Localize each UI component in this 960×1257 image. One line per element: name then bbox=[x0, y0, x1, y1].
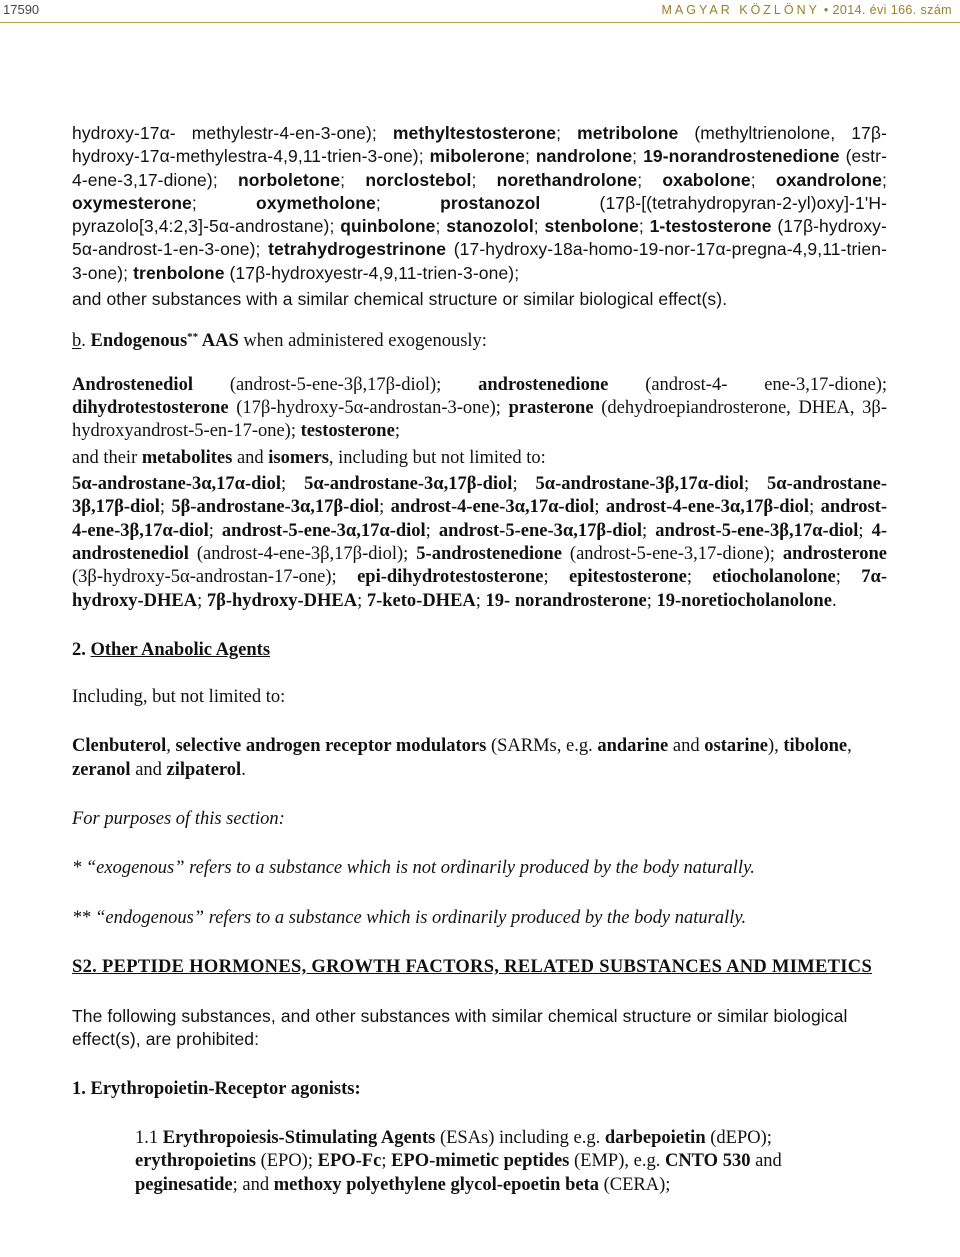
substance-name: 5-androstenedione bbox=[416, 543, 562, 564]
substance-name: dihydrotestosterone bbox=[72, 398, 229, 419]
substance-name: prasterone bbox=[508, 398, 594, 419]
substance-name: methoxy polyethylene glycol-epoetin beta bbox=[273, 1174, 599, 1195]
substance-name: methyltestosterone bbox=[392, 123, 557, 143]
text-run: ; bbox=[512, 474, 536, 495]
substance-name: 7-keto-DHEA bbox=[366, 590, 476, 611]
other-anabolic-agents-list bbox=[72, 735, 887, 782]
substance-name: etiocholanolone bbox=[712, 567, 836, 588]
text-run: (17β-hydroxyestr-4,9,11-trien-3-one); bbox=[224, 262, 520, 283]
text-run: ; bbox=[357, 590, 367, 611]
text-run: and bbox=[232, 447, 269, 468]
text-run: ; bbox=[637, 169, 663, 190]
issue-label: 2014. évi 166. szám bbox=[832, 3, 952, 17]
text-run: (dehydroepiandrosterone, DHEA, 3β-hydroxyandrost-5-en-17-one); bbox=[72, 398, 887, 442]
substance-name: 5α-androstane-3α,17α-diol bbox=[72, 474, 281, 495]
substance-name: oxymetholone bbox=[256, 192, 376, 213]
endogenous-aas-paragraph bbox=[72, 374, 887, 444]
epo-agonists-heading: 1. Erythropoietin-Receptor agonists: bbox=[72, 1078, 361, 1099]
substance-name: oxymesterone bbox=[72, 192, 192, 213]
substance-name: 7α-hydroxy-DHEA bbox=[72, 567, 888, 611]
text-run: ; bbox=[750, 169, 776, 190]
text-run: (17β-hydroxy-5α-androst-1-en-3-one); bbox=[72, 216, 887, 260]
substance-name: 19-noretiocholanolone bbox=[656, 590, 832, 611]
journal-name: MAGYAR KÖZLÖNY bbox=[661, 3, 820, 17]
text-run: (androst-5-ene-3β,17β-diol); bbox=[192, 374, 479, 395]
substance-name: 5α-androstane-3β,17α-diol bbox=[535, 474, 744, 495]
substance-name: androst-4-ene-3α,17α-diol bbox=[390, 497, 595, 518]
metabolites-list-paragraph bbox=[72, 473, 887, 613]
text-run: 1.1 bbox=[135, 1128, 163, 1149]
text-run: ; bbox=[858, 520, 872, 541]
purposes-note: For purposes of this section: bbox=[72, 808, 285, 829]
text-run: when administered exogenously: bbox=[238, 331, 487, 352]
section-2-heading bbox=[72, 639, 887, 662]
text-run: ; bbox=[743, 474, 768, 495]
including-line: Including, but not limited to: bbox=[72, 687, 286, 708]
text-run: ; and bbox=[232, 1174, 274, 1195]
text-run: ; bbox=[882, 169, 887, 190]
text-run: and bbox=[750, 1151, 782, 1172]
text-run: . bbox=[831, 590, 837, 611]
text-run: ; bbox=[379, 497, 391, 518]
substance-name: 5β-androstane-3α,17β-diol bbox=[171, 497, 380, 518]
text-run: ; bbox=[835, 567, 862, 588]
substance-name: quinbolone bbox=[340, 216, 436, 237]
text-run: ; bbox=[646, 590, 657, 611]
text-run: ; bbox=[191, 192, 257, 213]
substance-name: darbepoietin bbox=[604, 1128, 706, 1149]
substance-name: zeranol bbox=[72, 759, 131, 780]
text-run: (SARMs, e.g. bbox=[486, 736, 598, 757]
substance-name: Androstenediol bbox=[72, 374, 193, 395]
text-run: ; bbox=[686, 567, 713, 588]
text-run: ; bbox=[375, 192, 441, 213]
substance-name: tibolone bbox=[783, 736, 848, 757]
text-run: ), bbox=[767, 736, 784, 757]
substance-name: androstenedione bbox=[478, 374, 609, 395]
text-run: ; bbox=[543, 567, 569, 588]
page-body bbox=[72, 122, 887, 1197]
substance-name: oxandrolone bbox=[775, 169, 883, 190]
text-run: (methyltrienolone, 17β-hydroxy-17α-methylestra-4,9,11-trien-3-one); bbox=[72, 123, 887, 167]
substance-name: stanozolol bbox=[446, 216, 534, 237]
esa-item bbox=[135, 1127, 887, 1197]
text-run: (androst-4-ene-3β,17β-diol); bbox=[188, 543, 417, 564]
substance-name: zilpaterol bbox=[166, 759, 242, 780]
exogenous-definition: * “exogenous” refers to a substance which is not ordinarily produced by the body naturally. bbox=[72, 858, 755, 879]
text-run: ; bbox=[524, 146, 536, 167]
text-run: and bbox=[130, 759, 167, 780]
text-run: (dEPO); bbox=[705, 1128, 772, 1149]
text-run: (3β-hydroxy-5α-androstan-17-one); bbox=[72, 567, 358, 588]
text-run: . bbox=[81, 331, 86, 352]
text-run: ; bbox=[638, 216, 650, 237]
substance-list-paragraph bbox=[72, 122, 887, 285]
substance-name: EPO-mimetic peptides bbox=[391, 1151, 570, 1172]
text-run: hydroxy-17α- methylestr-4-en-3-one); bbox=[72, 123, 393, 143]
substance-name: androst-5-ene-3α,17α-diol bbox=[221, 520, 426, 541]
text-run: ; bbox=[208, 520, 222, 541]
substance-name: metabolites bbox=[141, 447, 233, 468]
substance-name: norclostebol bbox=[365, 169, 472, 190]
text-run: ; bbox=[632, 146, 644, 167]
substance-name: Endogenous bbox=[90, 331, 188, 352]
text-run: , bbox=[166, 736, 176, 757]
substance-name: trenbolone bbox=[133, 262, 225, 283]
substance-name: tetrahydrogestrinone bbox=[268, 239, 447, 260]
text-run: ; bbox=[425, 520, 439, 541]
text-run: (17β-hydroxy-5α-androstan-3-one); bbox=[228, 398, 509, 419]
text-run: (estr-4-ene-3,17-dione); bbox=[72, 146, 888, 190]
text-run: ; bbox=[556, 123, 578, 143]
text-run: b bbox=[72, 331, 82, 352]
substance-name: 19-norandrostenedione bbox=[643, 146, 840, 167]
text-run: ; bbox=[475, 590, 486, 611]
substance-name: norethandrolone bbox=[496, 169, 638, 190]
journal-header bbox=[662, 3, 952, 17]
substance-name: androst-5-ene-3β,17α-diol bbox=[655, 520, 859, 541]
substance-name: stenbolone bbox=[544, 216, 639, 237]
text-run: . bbox=[241, 759, 246, 780]
substance-name: androst-4-ene-3α,17β-diol bbox=[605, 497, 810, 518]
text-run: ; bbox=[340, 169, 366, 190]
substance-name: Clenbuterol bbox=[72, 736, 167, 757]
text-run: ; bbox=[381, 1151, 392, 1172]
substance-name: AAS bbox=[198, 331, 239, 352]
substance-name: 7β-hydroxy-DHEA bbox=[206, 590, 358, 611]
substance-name: erythropoietins bbox=[135, 1151, 256, 1172]
substance-name: CNTO 530 bbox=[664, 1151, 751, 1172]
substance-name: prostanozol bbox=[440, 192, 541, 213]
substance-name: androst-5-ene-3α,17β-diol bbox=[438, 520, 643, 541]
substance-name: metribolone bbox=[577, 123, 679, 143]
text-run: ; bbox=[642, 520, 656, 541]
text-run: ; bbox=[471, 169, 497, 190]
substance-name: Erythropoiesis-Stimulating Agents bbox=[162, 1128, 436, 1149]
text-run: ; bbox=[394, 421, 400, 442]
substance-name: 1-testosterone bbox=[649, 216, 772, 237]
text-run: , including but not limited to: bbox=[328, 447, 546, 468]
text-run: ; bbox=[533, 216, 545, 237]
text-run: (CERA); bbox=[599, 1174, 671, 1195]
subsection-b-heading bbox=[72, 325, 887, 353]
text-run: (17β-[(tetrahydropyran-2-yl)oxy]-1'H- pyrazolo[3,4:2,3]-5α-androstane); bbox=[72, 192, 887, 237]
text-run: and bbox=[668, 736, 705, 757]
prohibited-intro: The following substances, and other substances with similar chemical structure or similar biological effect(s), are prohibited: bbox=[72, 1006, 848, 1050]
text-run: Other Anabolic Agents bbox=[90, 639, 271, 660]
text-run: (17-hydroxy-18a-homo-19-nor-17α-pregna-4,9,11-trien-3-one); bbox=[72, 239, 887, 283]
substance-name: ostarine bbox=[704, 736, 768, 757]
substance-name: epi-dihydrotestosterone bbox=[357, 567, 544, 588]
text-run: ; bbox=[435, 216, 447, 237]
bullet-separator: • bbox=[823, 3, 829, 17]
substance-name: epitestosterone bbox=[569, 567, 687, 588]
text-run: (androst-4- ene-3,17-dione); bbox=[608, 374, 887, 395]
text-run: , bbox=[847, 736, 852, 757]
substance-name: 4-androstenediol bbox=[72, 520, 888, 564]
substance-name: mibolerone bbox=[429, 146, 525, 167]
substance-name: selective androgen receptor modulators bbox=[175, 736, 487, 757]
page-header bbox=[0, 0, 960, 23]
text-run: (EMP), e.g. bbox=[569, 1151, 665, 1172]
substance-name: isomers bbox=[268, 447, 329, 468]
text-run: ; bbox=[159, 497, 172, 518]
substance-name: norboletone bbox=[237, 169, 341, 190]
text-run: and their bbox=[72, 447, 142, 468]
endogenous-definition: ** “endogenous” refers to a substance which is ordinarily produced by the body naturally. bbox=[72, 907, 747, 928]
substance-name: peginesatide bbox=[135, 1174, 233, 1195]
text-run: (ESAs) including e.g. bbox=[435, 1128, 605, 1149]
substance-name: andarine bbox=[597, 736, 669, 757]
substance-name: nandrolone bbox=[535, 146, 633, 167]
similar-substances-note: and other substances with a similar chemical structure or similar biological effect(s). bbox=[72, 289, 728, 310]
substance-name: testosterone bbox=[300, 421, 395, 442]
text-run: ** bbox=[187, 330, 199, 343]
substance-name: oxabolone bbox=[662, 169, 751, 190]
text-run: ; bbox=[594, 497, 606, 518]
page-number: 17590 bbox=[3, 2, 40, 17]
metabolites-intro bbox=[72, 447, 887, 470]
substance-name: androsterone bbox=[782, 543, 888, 564]
substance-name: EPO-Fc bbox=[317, 1151, 382, 1172]
s2-section-heading: S2. PEPTIDE HORMONES, GROWTH FACTORS, RELATED SUBSTANCES AND MIMETICS bbox=[72, 956, 873, 977]
text-run: 2. bbox=[72, 639, 91, 660]
substance-name: androst-4-ene-3β,17α-diol bbox=[72, 497, 888, 541]
text-run: ; bbox=[280, 474, 305, 495]
substance-name: 5α-androstane-3β,17β-diol bbox=[72, 474, 887, 518]
text-run: (EPO); bbox=[255, 1151, 318, 1172]
substance-name: 5α-androstane-3α,17β-diol bbox=[304, 474, 513, 495]
text-run: (androst-5-ene-3,17-dione); bbox=[561, 543, 783, 564]
text-run: ; bbox=[809, 497, 821, 518]
text-run: ; bbox=[197, 590, 207, 611]
substance-name: 19- norandrosterone bbox=[485, 590, 647, 611]
